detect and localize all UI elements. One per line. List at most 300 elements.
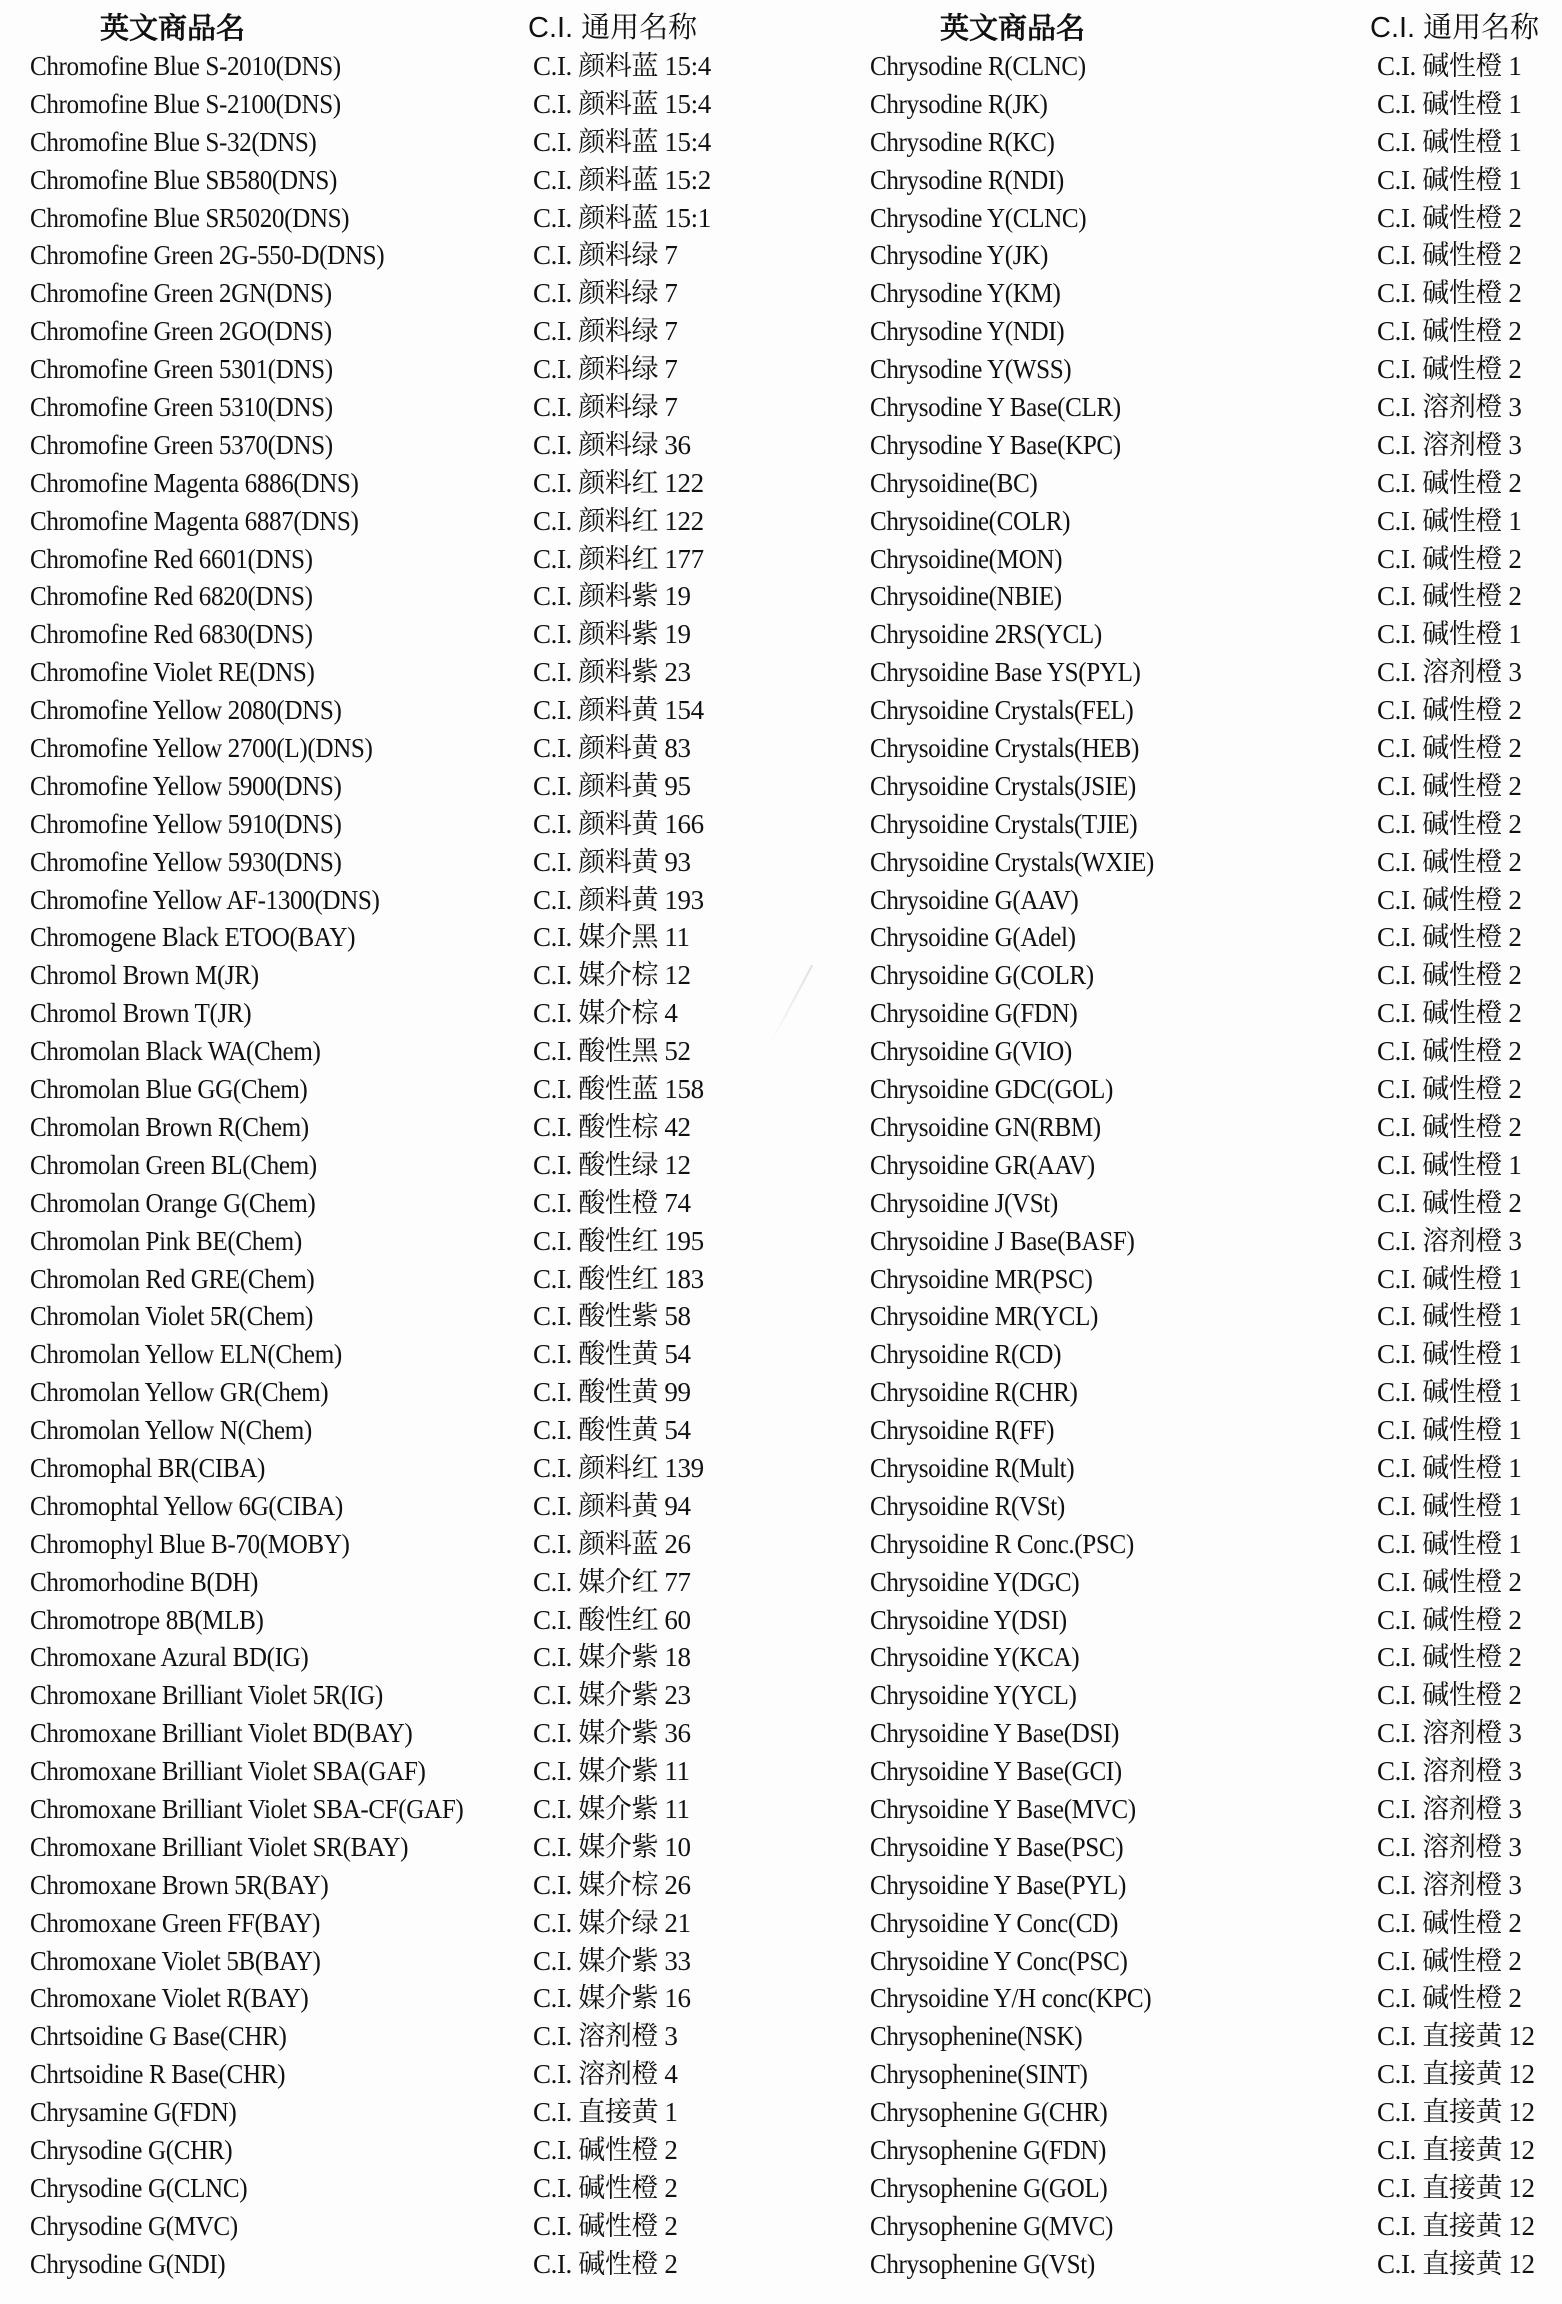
trade-name: Chromofine Green 2GN(DNS) bbox=[30, 278, 332, 309]
trade-name: Chrysoidine Y(YCL) bbox=[870, 1680, 1077, 1711]
trade-name: Chrysoidine MR(YCL) bbox=[870, 1301, 1098, 1332]
trade-name: Chromofine Blue SB580(DNS) bbox=[30, 164, 337, 195]
left-ci-name-row bbox=[533, 1488, 711, 1526]
ci-generic-name: C.I. 直接黄 12 bbox=[1377, 2248, 1535, 2279]
left-ci-name-row bbox=[533, 465, 711, 503]
ci-generic-name: C.I. 碱性橙 2 bbox=[1377, 467, 1522, 498]
right-ci-name-row bbox=[1377, 806, 1535, 844]
ci-generic-name: C.I. 碱性橙 2 bbox=[1377, 1074, 1522, 1105]
ci-generic-name: C.I. 颜料蓝 15:4 bbox=[533, 126, 711, 157]
left-trade-name-row bbox=[30, 2094, 496, 2132]
trade-name: Chromolan Yellow ELN(Chem) bbox=[30, 1339, 342, 1370]
ci-generic-name: C.I. 酸性黄 54 bbox=[533, 1339, 691, 1370]
trade-name: Chrysoidine Y Base(PSC) bbox=[870, 1831, 1124, 1862]
left-trade-name-row bbox=[30, 1336, 496, 1374]
ci-generic-name: C.I. 颜料黄 166 bbox=[533, 808, 704, 839]
right-trade-name-row bbox=[870, 2094, 1175, 2132]
trade-name: Chrysoidine R(CHR) bbox=[870, 1377, 1078, 1408]
trade-name: Chrysodine R(NDI) bbox=[870, 164, 1064, 195]
trade-name: Chromofine Yellow 2700(L)(DNS) bbox=[30, 733, 373, 764]
ci-generic-name: C.I. 酸性棕 42 bbox=[533, 1111, 691, 1142]
right-trade-name-row bbox=[870, 541, 1175, 579]
ci-generic-name: C.I. 酸性红 195 bbox=[533, 1225, 704, 1256]
trade-name: Chrysoidine G(AAV) bbox=[870, 884, 1079, 915]
trade-name: Chromolan Yellow N(Chem) bbox=[30, 1415, 312, 1446]
trade-name: Chrysoidine(MON) bbox=[870, 543, 1063, 574]
trade-name: Chrysodine Y Base(KPC) bbox=[870, 429, 1121, 460]
trade-name: Chrysoidine Y(KCA) bbox=[870, 1642, 1080, 1673]
right-trade-name-row bbox=[870, 1336, 1175, 1374]
trade-name: Chromofine Red 6820(DNS) bbox=[30, 581, 313, 612]
left-trade-name-row bbox=[30, 616, 496, 654]
right-trade-name-row bbox=[870, 86, 1175, 124]
left-trade-name-row bbox=[30, 1791, 496, 1829]
right-ci-name-row bbox=[1377, 1639, 1535, 1677]
right-ci-name-row bbox=[1377, 1677, 1535, 1715]
ci-generic-name: C.I. 酸性紫 58 bbox=[533, 1301, 691, 1332]
right-trade-name-row bbox=[870, 162, 1175, 200]
ci-generic-name: C.I. 溶剂橙 3 bbox=[1377, 657, 1522, 688]
left-ci-name-row bbox=[533, 1943, 711, 1981]
left-ci-name-row bbox=[533, 1071, 711, 1109]
ci-generic-name: C.I. 直接黄 1 bbox=[533, 2097, 678, 2128]
right-trade-name-row bbox=[870, 1298, 1175, 1336]
trade-name: Chrysoidine Crystals(WXIE) bbox=[870, 846, 1154, 877]
right-trade-name-row bbox=[870, 1980, 1175, 2018]
right-ci-name-row bbox=[1377, 957, 1535, 995]
trade-name: Chrysophenine G(MVC) bbox=[870, 2210, 1113, 2241]
left-ci-name-row bbox=[533, 541, 711, 579]
right-ci-name-row bbox=[1377, 503, 1535, 541]
ci-generic-name: C.I. 碱性橙 2 bbox=[1377, 998, 1522, 1029]
trade-name: Chrysoidine R(Mult) bbox=[870, 1452, 1075, 1483]
right-trade-name-row bbox=[870, 1526, 1175, 1564]
header-ci-name-left: C.I. 通用名称 bbox=[528, 12, 698, 44]
right-trade-name-row bbox=[870, 919, 1175, 957]
ci-generic-name: C.I. 碱性橙 2 bbox=[1377, 695, 1522, 726]
right-trade-name-row bbox=[870, 1223, 1175, 1261]
trade-name: Chromofine Red 6830(DNS) bbox=[30, 619, 313, 650]
ci-generic-name: C.I. 颜料黄 83 bbox=[533, 733, 691, 764]
left-trade-name-row bbox=[30, 1298, 496, 1336]
left-trade-name-row bbox=[30, 1677, 496, 1715]
right-ci-name-row bbox=[1377, 616, 1535, 654]
left-trade-name-row bbox=[30, 48, 496, 86]
left-trade-name-row bbox=[30, 503, 496, 541]
left-ci-name-row bbox=[533, 578, 711, 616]
trade-name: Chrysoidine G(FDN) bbox=[870, 998, 1078, 1029]
ci-generic-name: C.I. 颜料蓝 15:2 bbox=[533, 164, 711, 195]
right-ci-name-row bbox=[1377, 275, 1535, 313]
right-trade-name-column bbox=[870, 48, 1175, 2284]
right-ci-name-row bbox=[1377, 844, 1535, 882]
left-ci-name-row bbox=[533, 882, 711, 920]
trade-name: Chrysamine G(FDN) bbox=[30, 2097, 237, 2128]
right-ci-name-row bbox=[1377, 1033, 1535, 1071]
left-trade-name-row bbox=[30, 541, 496, 579]
right-ci-name-row bbox=[1377, 1526, 1535, 1564]
left-trade-name-row bbox=[30, 162, 496, 200]
trade-name: Chromoxane Brilliant Violet BD(BAY) bbox=[30, 1718, 413, 1749]
right-ci-name-row bbox=[1377, 1791, 1535, 1829]
right-ci-name-row bbox=[1377, 465, 1535, 503]
right-trade-name-row bbox=[870, 1715, 1175, 1753]
left-ci-name-row bbox=[533, 2132, 711, 2170]
right-ci-name-row bbox=[1377, 124, 1535, 162]
right-trade-name-row bbox=[870, 1374, 1175, 1412]
right-ci-name-row bbox=[1377, 768, 1535, 806]
ci-generic-name: C.I. 颜料绿 7 bbox=[533, 278, 678, 309]
left-trade-name-row bbox=[30, 1639, 496, 1677]
trade-name: Chromorhodine B(DH) bbox=[30, 1566, 258, 1597]
trade-name: Chromofine Green 5370(DNS) bbox=[30, 429, 333, 460]
right-trade-name-row bbox=[870, 1602, 1175, 1640]
left-ci-name-row bbox=[533, 48, 711, 86]
trade-name: Chrysoidine G(VIO) bbox=[870, 1036, 1072, 1067]
ci-generic-name: C.I. 碱性橙 2 bbox=[1377, 543, 1522, 574]
right-ci-name-row bbox=[1377, 162, 1535, 200]
left-trade-name-row bbox=[30, 124, 496, 162]
ci-generic-name: C.I. 媒介红 77 bbox=[533, 1566, 691, 1597]
left-ci-name-row bbox=[533, 919, 711, 957]
left-trade-name-row bbox=[30, 1374, 496, 1412]
ci-generic-name: C.I. 溶剂橙 3 bbox=[1377, 392, 1522, 423]
right-trade-name-row bbox=[870, 616, 1175, 654]
right-ci-name-row bbox=[1377, 2208, 1535, 2246]
right-trade-name-row bbox=[870, 351, 1175, 389]
left-trade-name-row bbox=[30, 1488, 496, 1526]
left-trade-name-row bbox=[30, 1980, 496, 2018]
right-ci-name-row bbox=[1377, 1261, 1535, 1299]
right-ci-name-row bbox=[1377, 1980, 1535, 2018]
left-ci-name-row bbox=[533, 616, 711, 654]
right-ci-name-row bbox=[1377, 578, 1535, 616]
trade-name: Chrysoidine R Conc.(PSC) bbox=[870, 1528, 1134, 1559]
left-ci-name-row bbox=[533, 1791, 711, 1829]
left-ci-name-row bbox=[533, 1829, 711, 1867]
ci-generic-name: C.I. 媒介紫 33 bbox=[533, 1945, 691, 1976]
trade-name: Chromol Brown M(JR) bbox=[30, 960, 259, 991]
ci-generic-name: C.I. 颜料绿 7 bbox=[533, 354, 678, 385]
trade-name: Chromoxane Brilliant Violet SR(BAY) bbox=[30, 1831, 409, 1862]
trade-name: Chromofine Green 5310(DNS) bbox=[30, 392, 333, 423]
trade-name: Chromofine Yellow 5900(DNS) bbox=[30, 770, 342, 801]
header-trade-name-left: 英文商品名 bbox=[100, 11, 246, 45]
trade-name: Chromophyl Blue B-70(MOBY) bbox=[30, 1528, 350, 1559]
ci-generic-name: C.I. 碱性橙 1 bbox=[1377, 619, 1522, 650]
ci-generic-name: C.I. 媒介棕 4 bbox=[533, 998, 678, 1029]
ci-generic-name: C.I. 碱性橙 2 bbox=[1377, 1604, 1522, 1635]
left-trade-name-column bbox=[30, 48, 496, 2284]
left-trade-name-row bbox=[30, 1829, 496, 1867]
ci-generic-name: C.I. 酸性橙 74 bbox=[533, 1187, 691, 1218]
left-ci-name-row bbox=[533, 1147, 711, 1185]
trade-name: Chrysoidine(NBIE) bbox=[870, 581, 1062, 612]
left-ci-name-row bbox=[533, 2170, 711, 2208]
left-ci-name-row bbox=[533, 1753, 711, 1791]
trade-name: Chrysophenine G(VSt) bbox=[870, 2248, 1095, 2279]
ci-generic-name: C.I. 直接黄 12 bbox=[1377, 2172, 1535, 2203]
trade-name: Chromolan Pink BE(Chem) bbox=[30, 1225, 302, 1256]
left-ci-name-row bbox=[533, 1374, 711, 1412]
trade-name: Chrysoidine G(Adel) bbox=[870, 922, 1076, 953]
left-ci-name-row bbox=[533, 692, 711, 730]
right-ci-name-row bbox=[1377, 882, 1535, 920]
left-trade-name-row bbox=[30, 313, 496, 351]
ci-generic-name: C.I. 溶剂橙 3 bbox=[1377, 1718, 1522, 1749]
ci-generic-name: C.I. 碱性橙 2 bbox=[1377, 316, 1522, 347]
right-ci-name-row bbox=[1377, 1071, 1535, 1109]
left-trade-name-row bbox=[30, 1185, 496, 1223]
ci-generic-name: C.I. 媒介紫 11 bbox=[533, 1793, 690, 1824]
left-ci-name-row bbox=[533, 995, 711, 1033]
trade-name: Chrysodine G(NDI) bbox=[30, 2248, 226, 2279]
trade-name: Chromofine Green 5301(DNS) bbox=[30, 354, 333, 385]
left-trade-name-row bbox=[30, 1526, 496, 1564]
ci-generic-name: C.I. 直接黄 12 bbox=[1377, 2021, 1535, 2052]
left-ci-name-row bbox=[533, 844, 711, 882]
trade-name: Chrysoidine Y Conc(PSC) bbox=[870, 1945, 1128, 1976]
trade-name: Chromofine Green 2G-550-D(DNS) bbox=[30, 240, 385, 271]
header-ci-name-right: C.I. 通用名称 bbox=[1370, 12, 1540, 44]
header-trade-name-right: 英文商品名 bbox=[940, 11, 1086, 45]
trade-name: Chromolan Blue GG(Chem) bbox=[30, 1074, 308, 1105]
ci-generic-name: C.I. 碱性橙 2 bbox=[1377, 884, 1522, 915]
right-ci-name-row bbox=[1377, 1602, 1535, 1640]
left-trade-name-row bbox=[30, 2246, 496, 2284]
ci-generic-name: C.I. 酸性黑 52 bbox=[533, 1036, 691, 1067]
left-ci-name-row bbox=[533, 768, 711, 806]
trade-name: Chromofine Yellow 2080(DNS) bbox=[30, 695, 342, 726]
ci-generic-name: C.I. 颜料黄 94 bbox=[533, 1490, 691, 1521]
trade-name: Chrysodine G(CHR) bbox=[30, 2134, 233, 2165]
ci-generic-name: C.I. 媒介棕 12 bbox=[533, 960, 691, 991]
trade-name: Chrysoidine(BC) bbox=[870, 467, 1038, 498]
ci-generic-name: C.I. 碱性橙 2 bbox=[1377, 1907, 1522, 1938]
ci-generic-name: C.I. 颜料紫 23 bbox=[533, 657, 691, 688]
right-trade-name-row bbox=[870, 1450, 1175, 1488]
ci-generic-name: C.I. 碱性橙 2 bbox=[1377, 1111, 1522, 1142]
left-trade-name-row bbox=[30, 844, 496, 882]
trade-name: Chromofine Yellow 5930(DNS) bbox=[30, 846, 342, 877]
right-ci-name-row bbox=[1377, 2246, 1535, 2284]
ci-generic-name: C.I. 碱性橙 1 bbox=[1377, 1415, 1522, 1446]
trade-name: Chrysodine R(KC) bbox=[870, 126, 1055, 157]
right-ci-name-row bbox=[1377, 692, 1535, 730]
ci-generic-name: C.I. 碱性橙 1 bbox=[1377, 126, 1522, 157]
right-ci-name-row bbox=[1377, 654, 1535, 692]
right-ci-name-row bbox=[1377, 1450, 1535, 1488]
ci-generic-name: C.I. 碱性橙 1 bbox=[1377, 1490, 1522, 1521]
left-ci-name-row bbox=[533, 1412, 711, 1450]
right-ci-name-row bbox=[1377, 1147, 1535, 1185]
ci-generic-name: C.I. 媒介棕 26 bbox=[533, 1869, 691, 1900]
left-ci-name-row bbox=[533, 654, 711, 692]
left-ci-name-row bbox=[533, 1261, 711, 1299]
left-trade-name-row bbox=[30, 882, 496, 920]
trade-name: Chrysodine Y(CLNC) bbox=[870, 202, 1087, 233]
left-trade-name-row bbox=[30, 200, 496, 238]
ci-generic-name: C.I. 碱性橙 1 bbox=[1377, 1149, 1522, 1180]
ci-generic-name: C.I. 碱性橙 2 bbox=[1377, 240, 1522, 271]
ci-generic-name: C.I. 溶剂橙 4 bbox=[533, 2059, 678, 2090]
left-ci-name-row bbox=[533, 1033, 711, 1071]
trade-name: Chromoxane Green FF(BAY) bbox=[30, 1907, 321, 1938]
trade-name: Chromophal BR(CIBA) bbox=[30, 1452, 265, 1483]
trade-name: Chrysodine Y(KM) bbox=[870, 278, 1061, 309]
right-trade-name-row bbox=[870, 1488, 1175, 1526]
trade-name: Chrysoidine Crystals(FEL) bbox=[870, 695, 1134, 726]
right-ci-name-row bbox=[1377, 86, 1535, 124]
left-trade-name-row bbox=[30, 427, 496, 465]
left-ci-name-row bbox=[533, 427, 711, 465]
right-trade-name-row bbox=[870, 200, 1175, 238]
ci-generic-name: C.I. 直接黄 12 bbox=[1377, 2210, 1535, 2241]
ci-generic-name: C.I. 碱性橙 2 bbox=[1377, 846, 1522, 877]
left-ci-name-row bbox=[533, 1905, 711, 1943]
right-ci-name-row bbox=[1377, 1223, 1535, 1261]
trade-name: Chrysoidine(COLR) bbox=[870, 505, 1071, 536]
right-ci-name-row bbox=[1377, 2170, 1535, 2208]
right-trade-name-row bbox=[870, 578, 1175, 616]
trade-name: Chrysodine Y(JK) bbox=[870, 240, 1048, 271]
right-ci-name-row bbox=[1377, 1488, 1535, 1526]
ci-generic-name: C.I. 碱性橙 2 bbox=[1377, 202, 1522, 233]
ci-generic-name: C.I. 颜料绿 36 bbox=[533, 429, 691, 460]
ci-generic-name: C.I. 颜料紫 19 bbox=[533, 581, 691, 612]
right-trade-name-row bbox=[870, 654, 1175, 692]
left-ci-name-row bbox=[533, 1715, 711, 1753]
trade-name: Chrysodine R(CLNC) bbox=[870, 51, 1086, 81]
trade-name: Chrysoidine J Base(BASF) bbox=[870, 1225, 1135, 1256]
right-ci-name-column bbox=[1377, 48, 1535, 2284]
right-trade-name-row bbox=[870, 2246, 1175, 2284]
right-trade-name-row bbox=[870, 2056, 1175, 2094]
right-trade-name-row bbox=[870, 1905, 1175, 1943]
trade-name: Chrysoidine Y(DSI) bbox=[870, 1604, 1067, 1635]
right-trade-name-row bbox=[870, 1185, 1175, 1223]
right-trade-name-row bbox=[870, 48, 1175, 86]
ci-generic-name: C.I. 碱性橙 1 bbox=[1377, 1377, 1522, 1408]
ci-generic-name: C.I. 媒介紫 16 bbox=[533, 1983, 691, 2014]
right-trade-name-row bbox=[870, 882, 1175, 920]
trade-name: Chromofine Red 6601(DNS) bbox=[30, 543, 313, 574]
left-ci-name-row bbox=[533, 275, 711, 313]
ci-generic-name: C.I. 溶剂橙 3 bbox=[533, 2021, 678, 2052]
left-ci-name-row bbox=[533, 1639, 711, 1677]
left-trade-name-row bbox=[30, 465, 496, 503]
right-ci-name-row bbox=[1377, 1109, 1535, 1147]
ci-generic-name: C.I. 碱性橙 2 bbox=[1377, 354, 1522, 385]
left-trade-name-row bbox=[30, 919, 496, 957]
ci-generic-name: C.I. 碱性橙 2 bbox=[533, 2134, 678, 2165]
ci-generic-name: C.I. 碱性橙 1 bbox=[1377, 164, 1522, 195]
ci-generic-name: C.I. 碱性橙 2 bbox=[1377, 733, 1522, 764]
trade-name: Chrysophenine G(GOL) bbox=[870, 2172, 1108, 2203]
trade-name: Chromogene Black ETOO(BAY) bbox=[30, 922, 356, 953]
left-ci-name-row bbox=[533, 1564, 711, 1602]
left-ci-name-row bbox=[533, 1867, 711, 1905]
left-ci-name-row bbox=[533, 2208, 711, 2246]
trade-name: Chromolan Black WA(Chem) bbox=[30, 1036, 321, 1067]
ci-generic-name: C.I. 颜料蓝 15:1 bbox=[533, 202, 711, 233]
left-ci-name-column bbox=[533, 48, 711, 2284]
trade-name: Chrysoidine J(VSt) bbox=[870, 1187, 1058, 1218]
trade-name: Chromoxane Azural BD(IG) bbox=[30, 1642, 309, 1673]
ci-generic-name: C.I. 颜料蓝 26 bbox=[533, 1528, 691, 1559]
ci-generic-name: C.I. 颜料红 122 bbox=[533, 467, 704, 498]
right-trade-name-row bbox=[870, 806, 1175, 844]
right-trade-name-row bbox=[870, 2018, 1175, 2056]
ci-generic-name: C.I. 酸性黄 54 bbox=[533, 1415, 691, 1446]
ci-generic-name: C.I. 碱性橙 2 bbox=[1377, 1945, 1522, 1976]
ci-generic-name: C.I. 媒介紫 18 bbox=[533, 1642, 691, 1673]
left-trade-name-row bbox=[30, 2170, 496, 2208]
ci-generic-name: C.I. 颜料蓝 15:4 bbox=[533, 88, 711, 119]
right-ci-name-row bbox=[1377, 237, 1535, 275]
trade-name: Chromoxane Violet R(BAY) bbox=[30, 1983, 309, 2014]
right-trade-name-row bbox=[870, 237, 1175, 275]
left-trade-name-row bbox=[30, 1867, 496, 1905]
left-trade-name-row bbox=[30, 1753, 496, 1791]
ci-generic-name: C.I. 碱性橙 2 bbox=[1377, 1642, 1522, 1673]
left-ci-name-row bbox=[533, 124, 711, 162]
ci-generic-name: C.I. 直接黄 12 bbox=[1377, 2059, 1535, 2090]
trade-name: Chromolan Violet 5R(Chem) bbox=[30, 1301, 314, 1332]
trade-name: Chromoxane Brilliant Violet 5R(IG) bbox=[30, 1680, 383, 1711]
trade-name: Chrysophenine G(CHR) bbox=[870, 2097, 1108, 2128]
right-trade-name-row bbox=[870, 2170, 1175, 2208]
scan-artifact bbox=[769, 965, 813, 1045]
left-trade-name-row bbox=[30, 1715, 496, 1753]
left-trade-name-row bbox=[30, 806, 496, 844]
ci-generic-name: C.I. 媒介紫 10 bbox=[533, 1831, 691, 1862]
right-trade-name-row bbox=[870, 1753, 1175, 1791]
trade-name: Chrtsoidine G Base(CHR) bbox=[30, 2021, 287, 2052]
left-ci-name-row bbox=[533, 351, 711, 389]
trade-name: Chromolan Red GRE(Chem) bbox=[30, 1263, 315, 1294]
ci-generic-name: C.I. 媒介绿 21 bbox=[533, 1907, 691, 1938]
trade-name: Chrysoidine Crystals(HEB) bbox=[870, 733, 1139, 764]
left-ci-name-row bbox=[533, 957, 711, 995]
right-ci-name-row bbox=[1377, 995, 1535, 1033]
left-ci-name-row bbox=[533, 1980, 711, 2018]
left-trade-name-row bbox=[30, 2018, 496, 2056]
ci-generic-name: C.I. 直接黄 12 bbox=[1377, 2134, 1535, 2165]
ci-generic-name: C.I. 媒介紫 23 bbox=[533, 1680, 691, 1711]
ci-generic-name: C.I. 碱性橙 2 bbox=[1377, 1187, 1522, 1218]
left-trade-name-row bbox=[30, 692, 496, 730]
ci-generic-name: C.I. 酸性黄 99 bbox=[533, 1377, 691, 1408]
trade-name: Chromophtal Yellow 6G(CIBA) bbox=[30, 1490, 343, 1521]
right-ci-name-row bbox=[1377, 200, 1535, 238]
left-trade-name-row bbox=[30, 1071, 496, 1109]
trade-name: Chromofine Magenta 6887(DNS) bbox=[30, 505, 359, 536]
left-trade-name-row bbox=[30, 2208, 496, 2246]
right-trade-name-row bbox=[870, 730, 1175, 768]
ci-generic-name: C.I. 碱性橙 2 bbox=[533, 2172, 678, 2203]
trade-name: Chrysoidine Y Base(PYL) bbox=[870, 1869, 1126, 1900]
ci-generic-name: C.I. 颜料绿 7 bbox=[533, 392, 678, 423]
trade-name: Chrysoidine R(FF) bbox=[870, 1415, 1055, 1446]
trade-name: Chromofine Violet RE(DNS) bbox=[30, 657, 315, 688]
left-ci-name-row bbox=[533, 1336, 711, 1374]
ci-generic-name: C.I. 溶剂橙 3 bbox=[1377, 429, 1522, 460]
ci-generic-name: C.I. 颜料黄 154 bbox=[533, 695, 704, 726]
trade-name: Chrysoidine GR(AAV) bbox=[870, 1149, 1095, 1180]
trade-name: Chromoxane Violet 5B(BAY) bbox=[30, 1945, 321, 1976]
right-trade-name-row bbox=[870, 768, 1175, 806]
